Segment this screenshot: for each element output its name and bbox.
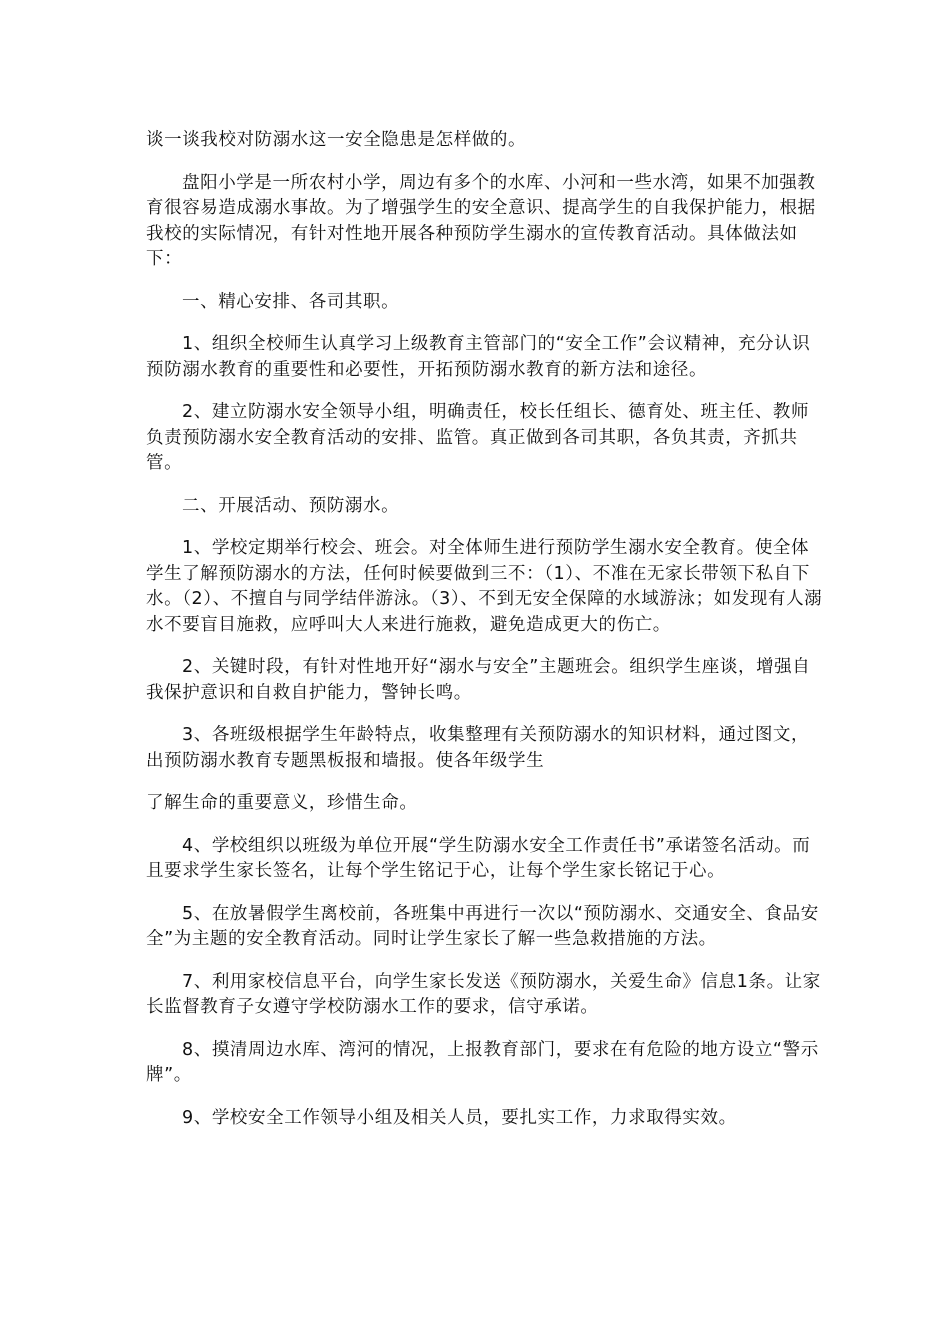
section-heading-2: 二、开展活动、预防溺水。 bbox=[182, 495, 400, 516]
paragraph-item: 2、建立防溺水安全领导小组，明确责任，校长任组长、德育处、班主任、教师负责预防溺水安全教育活动的安排、监管。真正做到各司其职，各负其责，齐抓共管。 bbox=[146, 402, 810, 473]
paragraph-continuation: 了解生命的重要意义，珍惜生命。 bbox=[146, 793, 418, 813]
document-body bbox=[146, 128, 826, 1148]
paragraph-item: 1、学校定期举行校会、班会。对全体师生进行预防学生溺水安全教育。使全体学生了解预防溺水的方法，任何时候要做到三不：（1）、不准在无家长带领下私自下水。（2）、不擅自与同学结伴游泳。（3）、不到无安全保障的水域游泳；如发现有人溺水不要盲目施救，应呼叫大人来进行施救，避免造成更大的伤亡。 bbox=[146, 538, 823, 635]
paragraph-intro: 盘阳小学是一所农村小学，周边有多个的水库、小河和一些水湾，如果不加强教育很容易造成溺水事故。为了增强学生的安全意识、提高学生的自我保护能力，根据我校的实际情况，有针对性地开展各种预防学生溺水的宣传教育活动。具体做法如下： bbox=[146, 172, 816, 269]
paragraph-item: 2、关键时段，有针对性地开好“溺水与安全”主题班会。组织学生座谈，增强自我保护意识和自救自护能力，警钟长鸣。 bbox=[146, 657, 811, 703]
paragraph-item: 4、学校组织以班级为单位开展“学生防溺水安全工作责任书”承诺签名活动。而且要求学生家长签名，让每个学生铭记于心，让每个学生家长铭记于心。 bbox=[146, 835, 811, 881]
paragraph-title-line: 谈一谈我校对防溺水这一安全隐患是怎样做的。 bbox=[146, 130, 527, 150]
paragraph-item: 3、各班级根据学生年龄特点，收集整理有关预防溺水的知识材料，通过图文，出预防溺水教育专题黑板报和墙报。使各年级学生 bbox=[146, 725, 810, 771]
paragraph-item: 8、摸清周边水库、湾河的情况，上报教育部门，要求在有危险的地方设立“警示牌”。 bbox=[146, 1039, 819, 1085]
paragraph-item: 7、利用家校信息平台，向学生家长发送《预防溺水，关爱生命》信息1条。让家长监督教育子女遵守学校防溺水工作的要求，信守承诺。 bbox=[146, 971, 821, 1017]
paragraph-item: 5、在放暑假学生离校前，各班集中再进行一次以“预防溺水、交通安全、食品安全”为主题的安全教育活动。同时让学生家长了解一些急救措施的方法。 bbox=[146, 903, 819, 949]
paragraph-item: 9、学校安全工作领导小组及相关人员，要扎实工作，力求取得实效。 bbox=[182, 1107, 737, 1128]
section-heading-1: 一、精心安排、各司其职。 bbox=[182, 291, 400, 312]
paragraph-item: 1、组织全校师生认真学习上级教育主管部门的“安全工作”会议精神，充分认识预防溺水教育的重要性和必要性，开拓预防溺水教育的新方法和途径。 bbox=[146, 334, 811, 380]
